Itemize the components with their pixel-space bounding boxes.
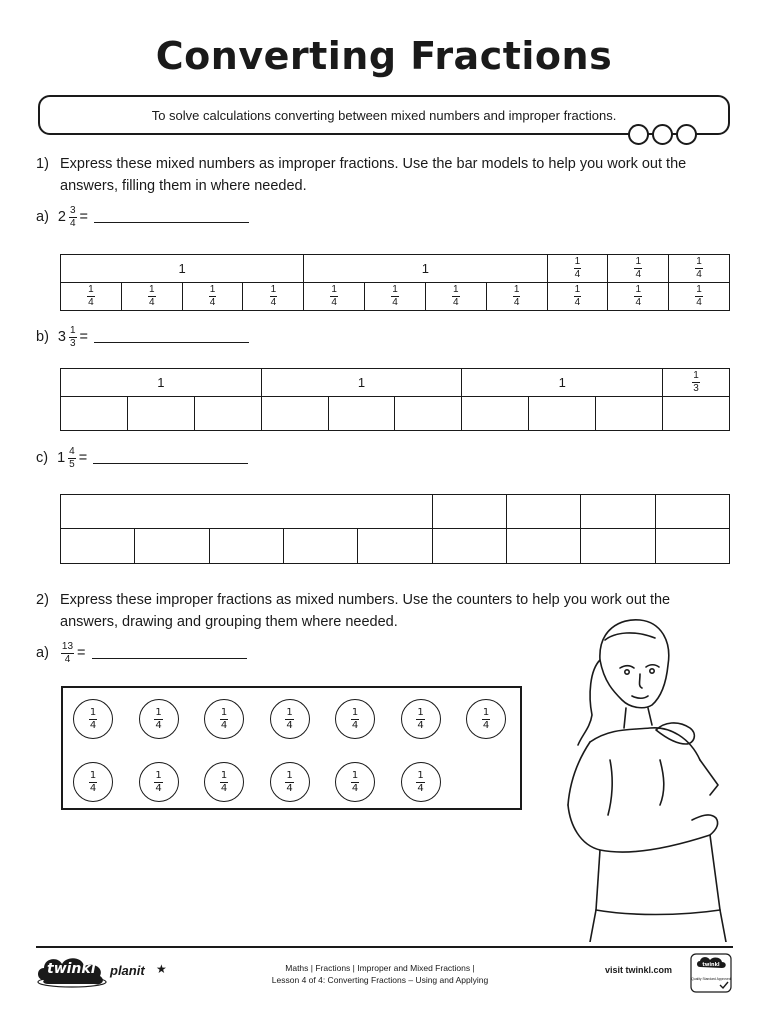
fraction: $\frac{1}{4}$ (417, 769, 424, 794)
circle-icon (676, 124, 697, 145)
bar-model-a (60, 254, 730, 311)
objective-text: To solve calculations converting between mixed numbers and improper fractions. (151, 107, 617, 123)
whole-number: 1 (57, 450, 66, 466)
bar-cell-blank[interactable] (261, 397, 328, 431)
question-1c (36, 443, 248, 473)
star-icon: ★ (156, 962, 167, 976)
sub-label: b) (36, 329, 49, 345)
fraction-counter (139, 762, 179, 802)
bar-cell-fraction (608, 283, 669, 311)
circle-icon (628, 124, 649, 145)
bar-cell-blank[interactable] (596, 397, 663, 431)
whole-number: 3 (57, 329, 66, 345)
fraction-counter (204, 762, 244, 802)
bar-cell-fraction: $\frac{1}{3}$ (663, 369, 730, 397)
bar-cell-blank[interactable] (506, 529, 580, 564)
fraction-counter (401, 762, 441, 802)
fraction: $\frac{1}{4}$ (286, 769, 293, 794)
bar-cell-blank[interactable] (529, 397, 596, 431)
fraction: $\frac{1}{4}$ (89, 706, 97, 731)
bar-cell-fraction (669, 283, 730, 311)
question-2-text: Express these improper fractions as mixed numbers. Use the counters to help you work out the answers, drawing and grouping them where needed. (60, 592, 671, 630)
bar-cell-whole: 1 (61, 255, 304, 283)
bar-cell-blank[interactable] (395, 397, 462, 431)
sub-label: c) (36, 450, 49, 466)
bar-cell-blank[interactable] (61, 495, 433, 529)
bar-cell-whole: 1 (261, 369, 462, 397)
fraction-counter (335, 699, 375, 739)
fraction: $\frac{1}{4}$ (513, 284, 520, 308)
circle-icon (652, 124, 673, 145)
page-title: Converting Fractions (155, 34, 613, 78)
fraction: $\frac{1}{4}$ (220, 706, 228, 731)
fraction-counter (73, 699, 113, 739)
fraction-counter (335, 762, 375, 802)
badge-caption: Quality Standard Approved (691, 977, 731, 981)
bar-model-top-row (61, 495, 730, 529)
bar-cell-blank[interactable] (432, 529, 506, 564)
bar-cell-fraction: $\frac{1}{4}$ (669, 255, 730, 283)
equals-sign: = (78, 450, 88, 466)
fraction: $\frac{1}{4}$ (574, 284, 581, 308)
bar-cell-blank[interactable] (328, 397, 395, 431)
fraction-counter (204, 699, 244, 739)
bar-cell-blank[interactable] (61, 397, 128, 431)
question-1-number: 1) (36, 156, 49, 172)
bar-cell-fraction (304, 283, 365, 311)
planit-brand: planit (110, 963, 145, 978)
equals-sign: = (79, 209, 89, 225)
badge-brand: twinkl (702, 962, 720, 968)
fraction-counter (270, 699, 310, 739)
answer-line-2a[interactable] (92, 648, 247, 659)
bar-cell-fraction (243, 283, 304, 311)
fraction-counter (401, 699, 441, 739)
fraction: $\frac{1}{4}$ (417, 706, 424, 731)
bar-cell-blank[interactable] (663, 397, 730, 431)
fraction: $\frac{1}{4}$ (155, 769, 162, 794)
bar-model-c (60, 494, 730, 564)
bar-model-b (60, 368, 730, 431)
bar-cell-blank[interactable] (655, 529, 729, 564)
bar-cell-blank[interactable] (127, 397, 194, 431)
girl-illustration (560, 610, 740, 942)
bar-cell-fraction: $\frac{1}{4}$ (608, 255, 669, 283)
fraction: $\frac{1}{4}$ (148, 284, 155, 308)
fraction: $\frac{1}{4}$ (482, 706, 490, 731)
fraction: $\frac{3}{4}$ (69, 204, 76, 229)
bar-cell-blank[interactable] (506, 495, 580, 529)
bar-cell-blank[interactable] (194, 397, 261, 431)
bar-model-top-row (61, 255, 730, 283)
bar-cell-fraction (61, 283, 122, 311)
bar-model-top-row (61, 369, 730, 397)
fraction: $\frac{13}{4}$ (61, 640, 74, 665)
equals-sign: = (77, 645, 86, 661)
sub-label: a) (36, 209, 49, 225)
fraction-counter (466, 699, 506, 739)
fraction: $\frac{1}{3}$ (69, 324, 76, 349)
fraction: $\frac{1}{4}$ (286, 706, 293, 731)
question-1a (36, 202, 249, 232)
bar-model-bottom-row (61, 283, 730, 311)
bar-cell-fraction (486, 283, 547, 311)
bar-cell-blank[interactable] (581, 495, 655, 529)
quality-badge-icon (690, 953, 732, 993)
fraction: $\frac{4}{5}$ (69, 445, 75, 470)
bar-model-bottom-row (61, 529, 730, 564)
footer-line-1: Maths | Fractions | Improper and Mixed Fractions | (285, 963, 475, 973)
counter-area[interactable] (61, 686, 522, 810)
fraction: $\frac{1}{4}$ (155, 706, 162, 731)
learning-objective (38, 95, 730, 135)
bar-cell-blank[interactable] (358, 529, 432, 564)
bar-cell-blank[interactable] (283, 529, 357, 564)
bar-cell-blank[interactable] (135, 529, 209, 564)
bar-cell-whole: 1 (61, 369, 262, 397)
fraction: $\frac{1}{4}$ (351, 706, 359, 731)
answer-line-1a[interactable] (94, 212, 249, 223)
bar-cell-fraction (121, 283, 182, 311)
bar-cell-blank[interactable] (61, 529, 135, 564)
equals-sign: = (79, 329, 89, 345)
bar-cell-fraction (182, 283, 243, 311)
fraction-counter (73, 762, 113, 802)
twinkl-logo-text: twinkl (47, 961, 96, 977)
question-1-text: Express these mixed numbers as improper fractions. Use the bar models to help you work out the answers, filling them in where needed. (60, 156, 687, 194)
fraction: $\frac{1}{4}$ (88, 284, 94, 308)
bar-cell-blank[interactable] (209, 529, 283, 564)
fraction: $\frac{1}{4}$ (392, 284, 398, 308)
answer-line-1c[interactable] (93, 453, 248, 464)
fraction: $\frac{1}{4}$ (351, 769, 359, 794)
bar-cell-fraction (547, 283, 608, 311)
fraction: $\frac{1}{4}$ (331, 284, 337, 308)
bar-cell-whole: 1 (304, 255, 547, 283)
decorative-circles (628, 124, 720, 148)
footer-divider (36, 946, 733, 948)
bar-cell-fraction: $\frac{1}{4}$ (547, 255, 608, 283)
question-2-number: 2) (36, 592, 49, 608)
footer-line-2: Lesson 4 of 4: Converting Fractions – Using and Applying (271, 975, 489, 985)
fraction: $\frac{1}{4}$ (270, 284, 277, 308)
bar-cell-whole: 1 (462, 369, 663, 397)
fraction: $\frac{1}{4}$ (220, 769, 228, 794)
footer-lesson-info (230, 962, 530, 986)
bar-cell-blank[interactable] (432, 495, 506, 529)
fraction: $\frac{1}{4}$ (453, 284, 459, 308)
sub-label: a) (36, 645, 49, 661)
fraction-counter (270, 762, 310, 802)
answer-line-1b[interactable] (94, 332, 249, 343)
fraction: $\frac{1}{4}$ (209, 284, 216, 308)
fraction: $\frac{1}{4}$ (696, 284, 702, 308)
visit-link[interactable]: visit twinkl.com (605, 965, 673, 975)
bar-cell-fraction (425, 283, 486, 311)
fraction: $\frac{1}{4}$ (89, 769, 97, 794)
question-1b (36, 322, 249, 352)
whole-number: 2 (57, 209, 66, 225)
bar-cell-blank[interactable] (655, 495, 729, 529)
fraction: $\frac{1}{4}$ (635, 284, 641, 308)
bar-cell-fraction (365, 283, 426, 311)
question-2a (36, 638, 247, 668)
fraction-counter (139, 699, 179, 739)
bar-cell-blank[interactable] (462, 397, 529, 431)
bar-model-bottom-row (61, 397, 730, 431)
bar-cell-blank[interactable] (581, 529, 655, 564)
